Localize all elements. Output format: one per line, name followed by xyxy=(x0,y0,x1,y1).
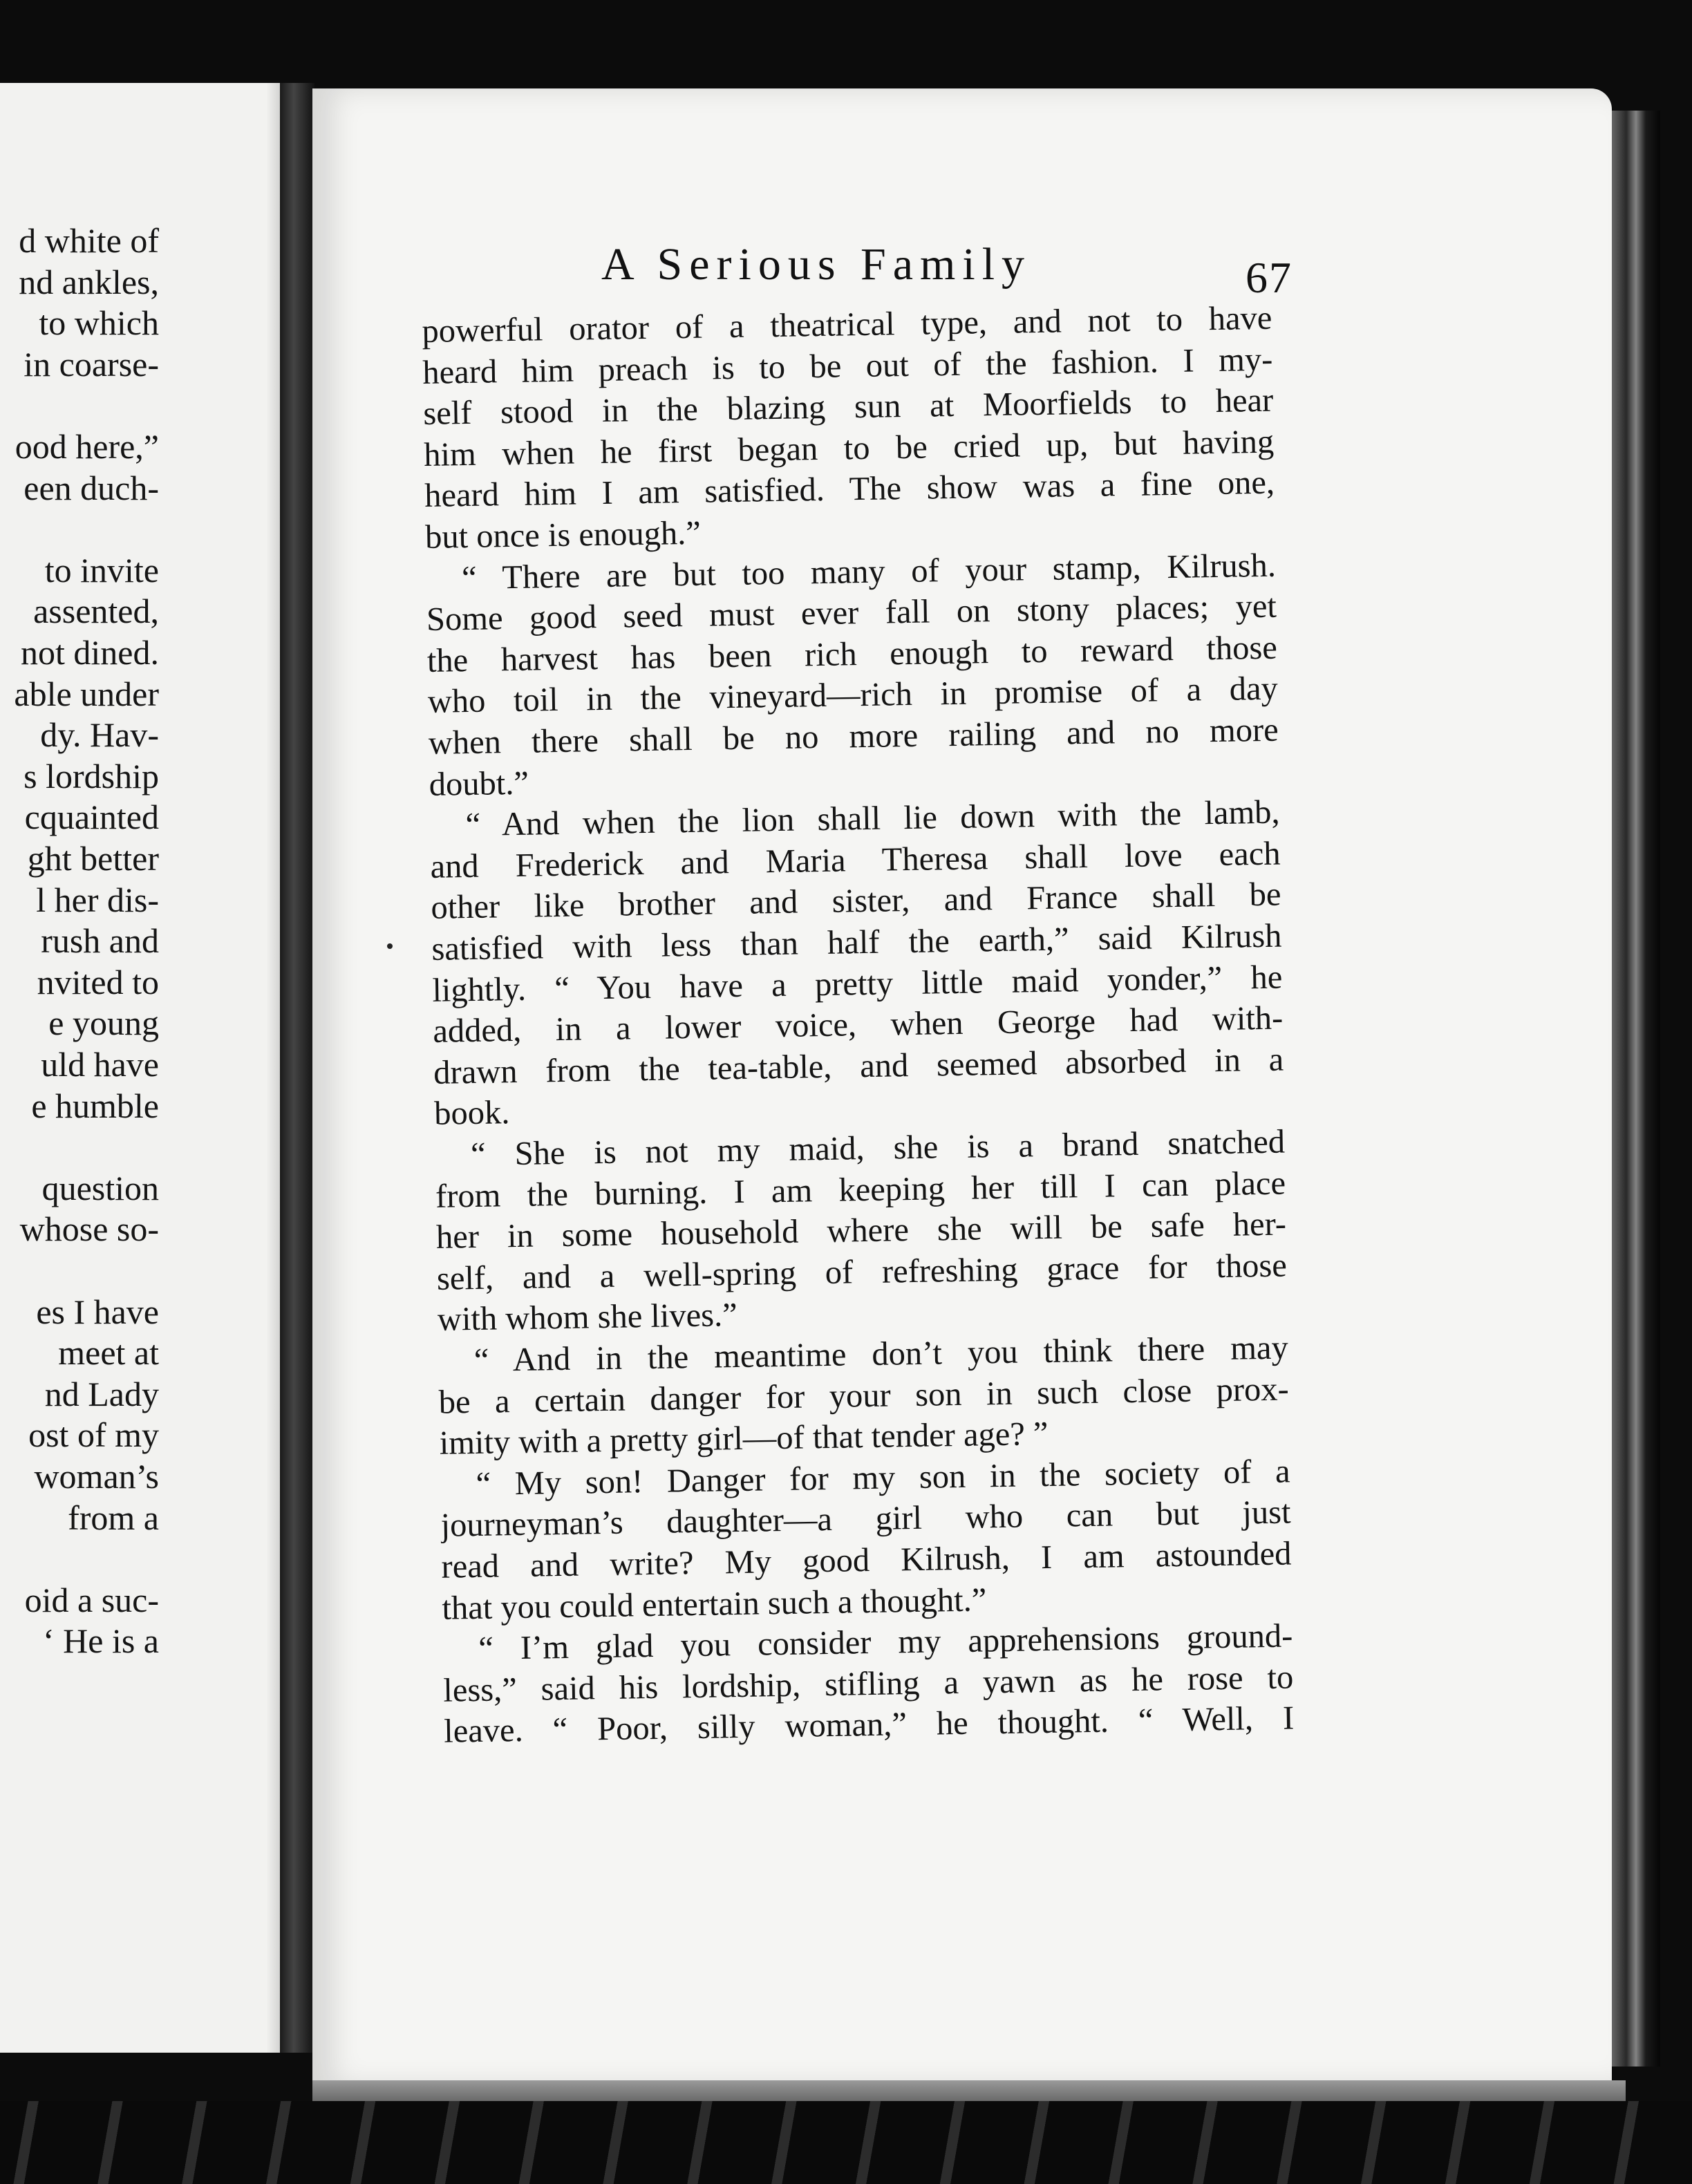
facing-page-line: ost of my xyxy=(28,1415,159,1455)
facing-page-line: dy. Hav- xyxy=(40,715,159,755)
facing-page-line: to invite xyxy=(44,550,159,590)
text-line: but once is enough.” xyxy=(424,514,702,556)
text-line: drawn from the tea-table, and seemed absorbed in a xyxy=(433,1041,1284,1091)
text-line: lightly. “ You have a pretty little maid yonder,” he xyxy=(432,959,1283,1009)
facing-page-line: assented, xyxy=(33,592,159,631)
text-line: “ And in the meantime don’t you think there may xyxy=(473,1329,1289,1379)
text-line: him when he first began to be cried up, but having xyxy=(423,423,1275,473)
facing-page-line: es I have xyxy=(36,1292,159,1331)
text-line: Some good seed must ever fall on stony places; yet xyxy=(426,587,1277,639)
text-line: self, and a well-spring of refreshing grace for those xyxy=(436,1247,1288,1297)
margin-speck xyxy=(387,943,393,949)
text-line: self stood in the blazing sun at Moorfields to hear xyxy=(422,382,1274,433)
facing-page-line: rush and xyxy=(41,921,159,961)
facing-page-line: nd Lady xyxy=(44,1374,159,1413)
running-head xyxy=(601,238,1292,301)
text-line: “ There are but too many of your stamp, Kilrush. xyxy=(461,547,1277,596)
facing-page-line: ght better xyxy=(27,839,159,878)
facing-page-line: oid a suc- xyxy=(24,1580,159,1619)
facing-page-text xyxy=(0,220,294,1740)
facing-page-line: able under xyxy=(14,674,159,713)
text-line: “ She is not my maid, she is a brand snatched xyxy=(470,1123,1286,1174)
page-edge-right xyxy=(1612,111,1660,2067)
text-line: her in some household where she will be safe her- xyxy=(435,1205,1287,1256)
facing-page-line: uld have xyxy=(41,1045,159,1084)
facing-page-line: question xyxy=(41,1168,159,1207)
facing-page-line: from a xyxy=(68,1498,159,1537)
book-spine xyxy=(280,83,314,2053)
text-line: book. xyxy=(433,1094,510,1133)
text-line: heard him I am satisfied. The show was a fine one, xyxy=(424,464,1275,515)
page-number: 67 xyxy=(1246,253,1292,302)
text-line: “ I’m glad you consider my apprehensions ground- xyxy=(478,1617,1293,1668)
facing-page-line: in coarse- xyxy=(24,344,159,384)
text-line: imity with a pretty girl—of that tender age? ” xyxy=(439,1415,1049,1462)
running-head-title: A Serious Family xyxy=(601,239,1032,290)
text-line: the harvest has been rich enough to reward those xyxy=(426,629,1278,679)
text-line: “ My son! Danger for my son in the society of a xyxy=(476,1453,1290,1503)
text-line: doubt.” xyxy=(429,764,529,803)
facing-page-line: cquainted xyxy=(24,798,159,837)
text-line: other like brother and sister, and France shall be xyxy=(431,876,1281,927)
text-line: leave. “ Poor, silly woman,” he thought. “ Well, I xyxy=(443,1700,1295,1751)
text-line: satisfied with less than half the earth,” said Kilrush xyxy=(431,917,1282,968)
facing-page-line: e young xyxy=(48,1004,159,1043)
text-line: journeyman’s daughter—a girl who can but just xyxy=(440,1494,1291,1545)
text-line: read and write? My good Kilrush, I am astounded xyxy=(441,1535,1292,1585)
text-line: with whom she lives.” xyxy=(437,1297,738,1339)
text-line: when there shall be no more railing and no more xyxy=(428,711,1279,762)
facing-page-line: not dined. xyxy=(21,633,159,672)
text-line: from the burning. I am keeping her till I can place xyxy=(435,1165,1286,1215)
text-line: added, in a lower voice, when George had with- xyxy=(432,999,1284,1051)
text-line: heard him preach is to be out of the fashion. I my- xyxy=(422,341,1273,391)
text-line: powerful orator of a theatrical type, and not to have xyxy=(422,299,1272,350)
facing-page-line: whose so- xyxy=(19,1209,159,1249)
body-text xyxy=(422,298,1295,1776)
text-line: and Frederick and Maria Theresa shall love each xyxy=(430,835,1281,885)
facing-page-line: e humble xyxy=(31,1086,159,1125)
facing-page-line: ood here,” xyxy=(15,427,159,466)
scanner-bed-edge xyxy=(0,2101,1692,2184)
text-line: who toil in the vineyard—rich in promise of a day xyxy=(427,670,1279,721)
facing-page-line: ‘ He is a xyxy=(43,1621,159,1661)
facing-page-line: een duch- xyxy=(24,468,159,507)
text-line: less,” said his lordship, stifling a yawn as he rose to xyxy=(442,1659,1294,1709)
text-line: be a certain danger for your son in such close prox- xyxy=(438,1371,1290,1421)
facing-page-line: nvited to xyxy=(37,962,159,1001)
facing-page-line: s lordship xyxy=(24,756,159,796)
text-line: that you could entertain such a thought.” xyxy=(442,1581,987,1627)
facing-page-line: l her dis- xyxy=(36,880,159,919)
facing-page-line: to which xyxy=(39,303,159,343)
facing-page-line: meet at xyxy=(58,1333,159,1373)
facing-page-line: woman’s xyxy=(34,1457,159,1496)
facing-page-line: nd ankles, xyxy=(19,262,159,301)
facing-page-line: d white of xyxy=(19,221,159,260)
text-line: “ And when the lion shall lie down with the lamb, xyxy=(465,793,1280,844)
